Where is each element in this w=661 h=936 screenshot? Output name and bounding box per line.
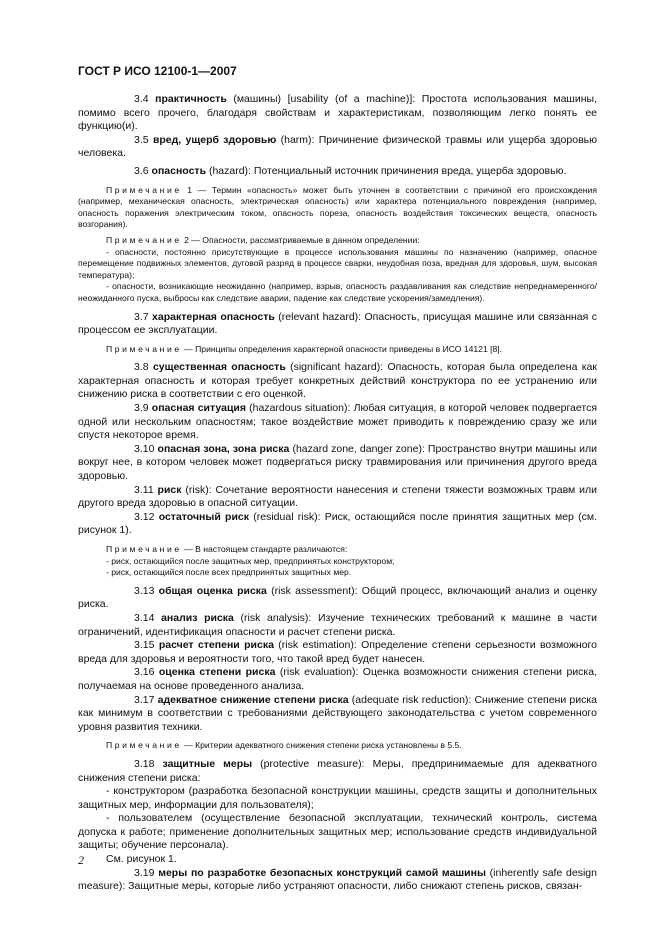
definition-3-7: 3.7 характерная опасность (relevant hazard): Опасность, присущая машине или связанная с процессом ее эксплуатации.	[78, 310, 597, 337]
definition-3-11: 3.11 риск (risk): Сочетание вероятности нанесения и степени тяжести возможных травм или другого вреда здоровью в опасной ситуации.	[78, 483, 597, 510]
definition-3-18-item-designer: - конструктором (разработка безопасной конструкции машины, средств защиты и дополнительных защитных мер, информации для пользователя);	[78, 785, 597, 811]
definition-3-14: 3.14 анализ риска (risk analysis): Изучение технических требований к машине в части ограничений, идентификация опасности и расчет степени риска.	[78, 611, 597, 638]
page-number: 2	[78, 853, 84, 867]
note-1: Примечание 1 — Термин «опасность» может быть уточнен в соответствии с причиной его происхождения (например, механическая опасность, электрическая опасность) или характера потенциального повреждения (например, опасность поражения электрическим током, опасность пореза, опасность воздействия токсических веществ, опасность возгорания).	[78, 184, 597, 230]
document-body	[78, 93, 597, 894]
definition-3-13: 3.13 общая оценка риска (risk assessment): Общий процесс, включающий анализ и оценку риска.	[78, 584, 597, 611]
definition-3-6: 3.6 опасность (hazard): Потенциальный источник причинения вреда, ущерба здоровью.	[134, 164, 567, 177]
note-2: Примечание 2 — Опасности, рассматриваемые в данном определении:	[106, 234, 420, 245]
definition-3-16: 3.16 оценка степени риска (risk evaluation): Оценка возможности снижения степени риска, получаемая на основе проведенного анализа.	[78, 666, 597, 692]
note-3-17: Примечание — Критерии адекватного снижения степени риска установлены в 5.5.	[106, 740, 462, 751]
note-3-12-bullet-1: - риск, остающийся после защитных мер, предпринятых конструктором;	[106, 555, 395, 566]
definition-3-18-see-figure: См. рисунок 1.	[106, 853, 177, 866]
definition-3-4: 3.4 практичность (машины) [usability (of a machine)]: Простота использования машины, помимо всего прочего, благодаря свойствам и характеристикам, позволяющим легко понять ее функцию(и).	[78, 93, 597, 133]
definition-3-18-item-user: - пользователем (осуществление безопасной эксплуатации, технический контроль, система допуска к работе; применение дополнительных защитных мер; использование средств индивидуальной защиты; обучение персонала).	[78, 812, 597, 852]
definition-3-19: 3.19 меры по разработке безопасных конструкций самой машины (inherently safe design measure): Защитные меры, которые либо устраняют опасности, либо снижают степень рисков, связан-	[78, 866, 597, 893]
note-3-12-bullet-2: - риск, остающийся после всех предпринятых защитных мер.	[106, 567, 352, 578]
note-2-bullet-1: - опасности, постоянно присутствующие в процессе использования машины по назначению (например, опасное перемещение подвижных элементов, дуговой разряд в процессе сварки, неудобная поза, вредная для здоровья, шум, высокая температура);	[78, 246, 597, 280]
definition-3-12: 3.12 остаточный риск (residual risk): Риск, остающийся после принятия защитных мер (см. рисунок 1).	[78, 510, 597, 537]
note-3-12: Примечание — В настоящем стандарте различаются: - риск, остающийся после защитных мер, предпринятых конструктором; - риск, остающийся после всех предпринятых защитных мер.	[78, 544, 597, 579]
note-2-bullet-2: - опасности, возникающие неожиданно (например, взрыв, опасность раздавливания как следствие непреднамеренного/неожиданного пуска, выбросы как следствие аварии, падение как следствие ускорения/замедления).	[78, 281, 597, 303]
definition-3-9: 3.9 опасная ситуация (hazardous situation): Любая ситуация, в которой человек подвергается одной или нескольким опасностям; такое воздействие может приводить к повреждению сразу же или спустя некоторое время.	[78, 402, 598, 442]
definition-3-18: 3.18 защитные меры (protective measure): Меры, предпринимаемые для адекватного снижения степени риска:	[78, 757, 597, 784]
page-header: ГОСТ Р ИСО 12100-1—2007	[78, 64, 237, 78]
note-3-7: Примечание — Принципы определения характерной опасности приведены в ИСО 14121 [8].	[106, 343, 503, 354]
definition-3-8: 3.8 существенная опасность (significant hazard): Опасность, которая была определена как характерная опасность и которая требует конкретных действий конструктора по ее устранению или снижению риска в соответствии с его оценкой.	[78, 361, 597, 401]
definition-3-10: 3.10 опасная зона, зона риска (hazard zone, danger zone): Пространство внутри машины или вокруг нее, в котором человек может подвергаться риску травмирования или причинения другого вреда здоровью.	[78, 442, 597, 483]
definition-3-5: 3.5 вред, ущерб здоровью (harm): Причинение физической травмы или ущерба здоровью человека.	[78, 133, 597, 160]
definition-3-17: 3.17 адекватное снижение степени риска (adequate risk reduction): Снижение степени риска как минимум в соответствии с требованиями действующего законодательства с учетом современного уровня развития техники.	[78, 693, 597, 733]
notes-3-6	[78, 185, 597, 305]
definition-3-15: 3.15 расчет степени риска (risk estimation): Определение степени серьезности возможного вреда для здоровья и вероятности того, что такой вред будет нанесен.	[78, 639, 597, 665]
